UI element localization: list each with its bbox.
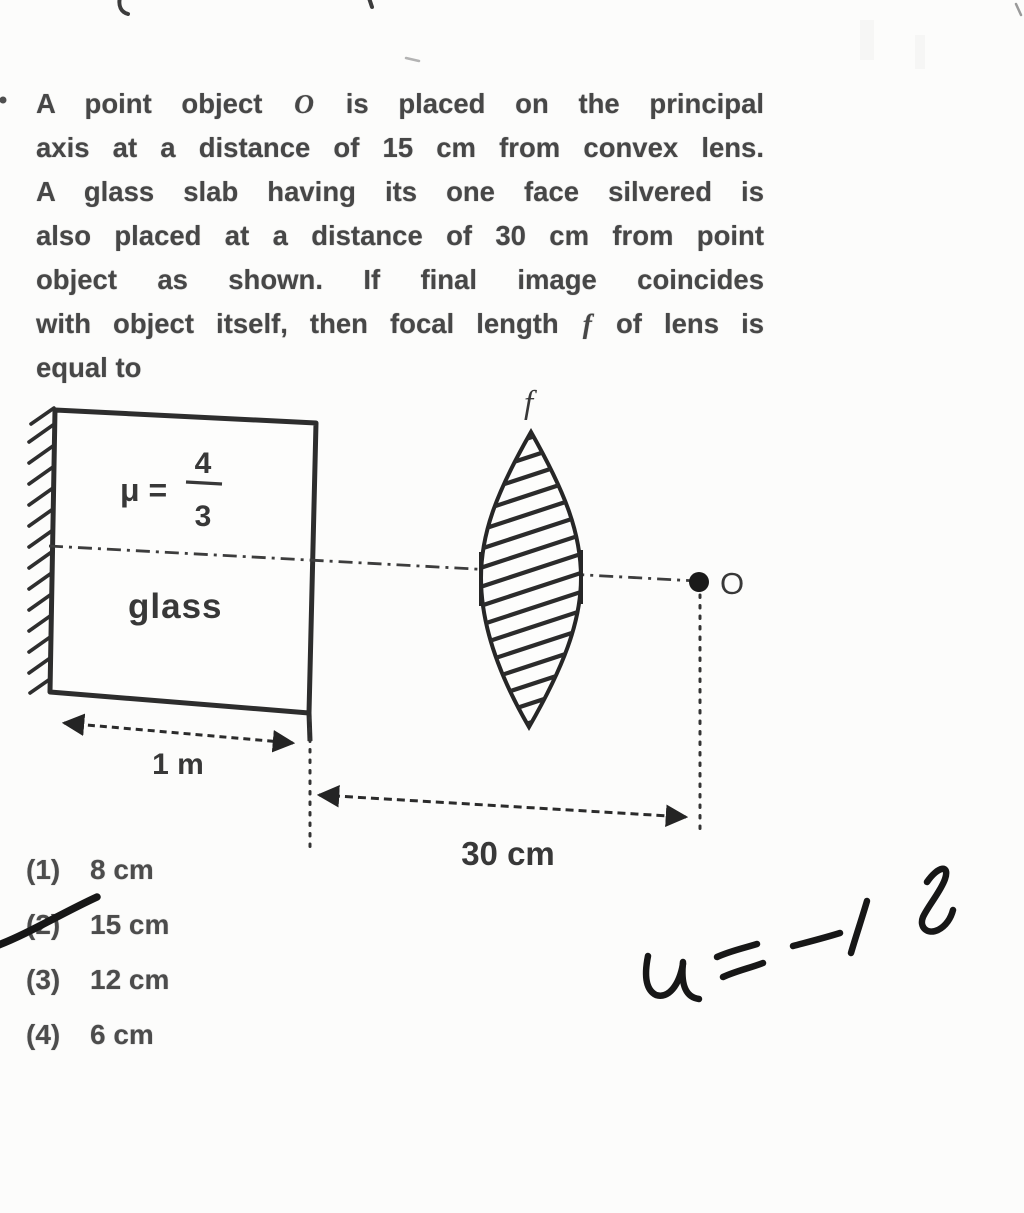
question-line: equal to xyxy=(36,352,142,383)
glass-label: glass xyxy=(128,587,223,626)
option-row xyxy=(26,963,286,997)
object-distance-label: 30 cm xyxy=(461,835,555,872)
mu-prefix: μ = xyxy=(120,472,168,508)
slab-width-dimension xyxy=(64,723,293,781)
question-line: object as shown. If final image coincides xyxy=(36,264,764,295)
option-row xyxy=(26,908,286,942)
object-point xyxy=(689,572,709,592)
option-value: 6 cm xyxy=(90,1019,154,1050)
option-value: 15 cm xyxy=(90,909,170,940)
diagram xyxy=(0,380,780,880)
question-line: A point object O is placed on the principal xyxy=(36,88,765,119)
mu-numerator: 4 xyxy=(194,447,212,480)
option-number: (1) xyxy=(26,854,61,885)
question-line: with object itself, then focal length f of lens is xyxy=(36,308,764,339)
option-number: (4) xyxy=(26,1019,61,1050)
option-number: (3) xyxy=(26,964,61,995)
question-text xyxy=(36,82,764,390)
question-line: axis at a distance of 15 cm from convex lens. xyxy=(36,132,764,163)
question-line: also placed at a distance of 30 cm from point xyxy=(36,220,764,251)
object-distance-dimension xyxy=(319,795,686,872)
option-row xyxy=(26,853,286,887)
mu-denominator: 3 xyxy=(194,500,212,533)
option-value: 8 cm xyxy=(90,854,154,885)
object-label: O xyxy=(720,566,745,601)
glass-slab xyxy=(50,410,316,741)
handwritten-note xyxy=(646,869,953,999)
option-value: 12 cm xyxy=(90,964,170,995)
options-list xyxy=(26,853,286,1073)
lens-f-label: f xyxy=(524,385,534,421)
option-row xyxy=(26,1018,286,1052)
convex-lens xyxy=(462,414,602,745)
slab-width-label: 1 m xyxy=(152,748,204,781)
option-number: (2) xyxy=(26,909,61,940)
question-line: A glass slab having its one face silvered is xyxy=(36,176,764,207)
